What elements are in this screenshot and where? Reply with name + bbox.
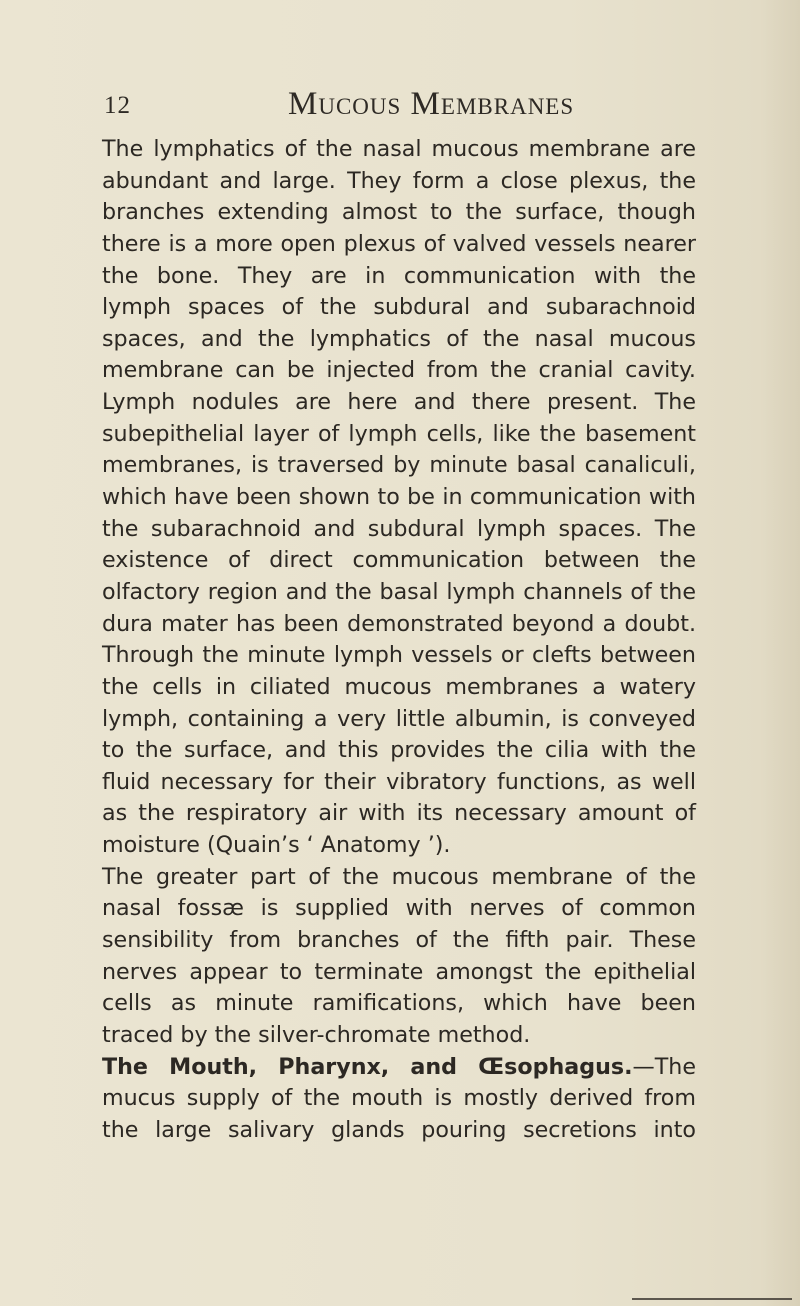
text-line: lymph spaces of the subdural and subarachnoid — [102, 294, 696, 321]
text-line: membranes, is traversed by minute basal canaliculi, — [102, 452, 696, 479]
text-line: The lymphatics of the nasal mucous membrane are — [102, 136, 696, 162]
page-number: 12 — [104, 92, 131, 119]
text-line: the bone. They are in communication with the — [102, 262, 696, 289]
text-line: nasal fossæ is supplied with nerves of common — [102, 895, 696, 922]
text-line: membrane can be injected from the cranial cavity. — [102, 357, 696, 384]
text-line: Through the minute lymph vessels or clefts between — [102, 642, 696, 669]
text-line: cells as minute ramifications, which have been — [102, 990, 696, 1017]
text-line: The greater part of the mucous membrane of the — [102, 863, 696, 890]
text-line: Lymph nodules are here and there present. The — [102, 389, 696, 416]
paragraph-mouth — [102, 1052, 696, 1147]
text-line: spaces, and the lymphatics of the nasal mucous — [102, 325, 696, 352]
text-line: which have been shown to be in communication with — [102, 484, 696, 511]
text-line: the cells in ciliated mucous membranes a watery — [102, 673, 696, 700]
paragraph-nerves — [102, 862, 696, 1052]
page-edge-rule — [632, 1298, 792, 1300]
body-text — [102, 134, 696, 1147]
text-line: existence of direct communication between the — [102, 547, 696, 574]
text-line: dura mater has been demonstrated beyond a doubt. — [102, 610, 696, 637]
text-line — [102, 1052, 696, 1084]
text-line: traced by the silver-chromate method. — [102, 1021, 531, 1048]
text-line: moisture (Quain’s ‘ Anatomy ’). — [102, 832, 451, 859]
heading-continuation: —The — [632, 1053, 696, 1080]
text-line: fluid necessary for their vibratory functions, as well — [102, 768, 696, 795]
text-line: to the surface, and this provides the cilia with the — [102, 737, 696, 764]
text-line: lymph, containing a very little albumin, is conveyed — [102, 705, 696, 732]
text-line: the large salivary glands pouring secretions into — [102, 1116, 696, 1143]
text-line: mucus supply of the mouth is mostly derived from — [102, 1085, 696, 1112]
text-line: branches extending almost to the surface, though — [102, 199, 696, 226]
running-head: Mucous Membranes — [288, 86, 575, 122]
text-line: nerves appear to terminate amongst the epithelial — [102, 958, 696, 985]
text-line: olfactory region and the basal lymph channels of the — [102, 578, 696, 605]
paragraph-lymphatics — [102, 134, 696, 862]
text-line: subepithelial layer of lymph cells, like the basement — [102, 420, 696, 447]
text-line: there is a more open plexus of valved vessels nearer — [102, 230, 696, 257]
text-line: the subarachnoid and subdural lymph spaces. The — [102, 515, 696, 542]
text-line: abundant and large. They form a close plexus, the — [102, 167, 696, 194]
text-line: as the respiratory air with its necessary amount of — [102, 800, 696, 827]
section-heading-inline: The Mouth, Pharynx, and Œsophagus. — [102, 1053, 633, 1080]
text-line: sensibility from branches of the fifth pair. These — [102, 927, 696, 954]
